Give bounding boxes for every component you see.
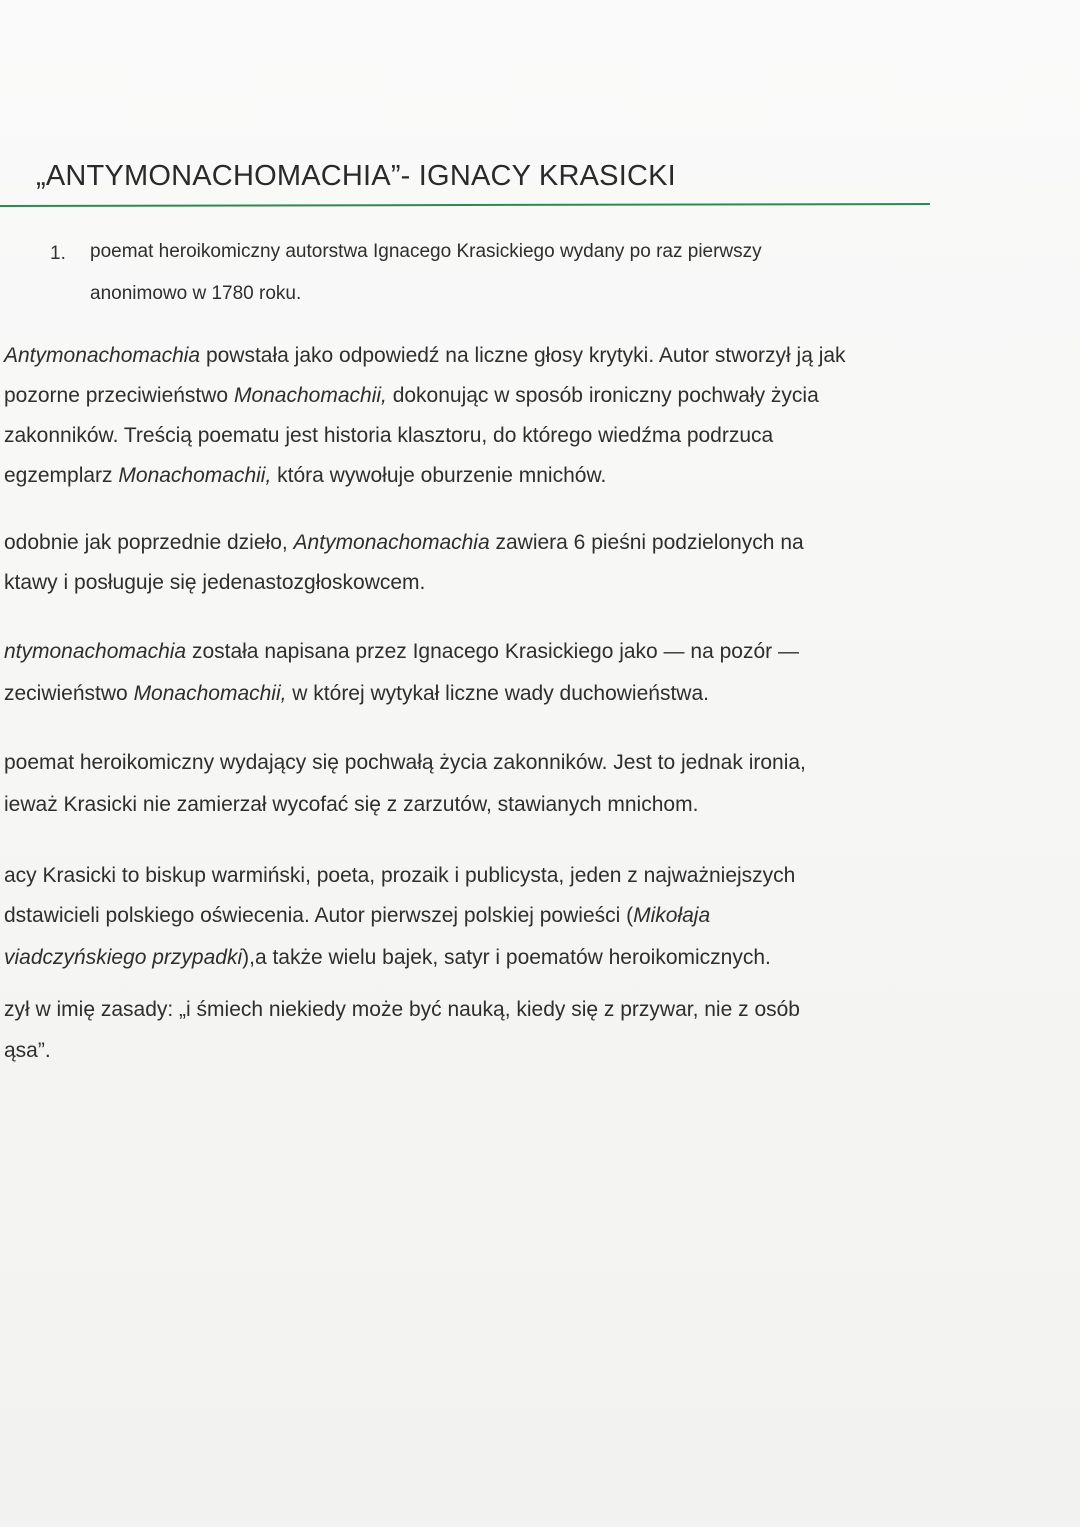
italic-title: Antymonachomachia <box>4 344 201 367</box>
text-span: zawiera 6 pieśni podzielonych na <box>489 531 804 554</box>
text-span: egzemplarz <box>4 464 119 487</box>
paragraph-5-line-5: ąsa”. <box>4 1039 51 1062</box>
paragraph-3-line-1 <box>4 640 799 664</box>
text-span: ),a także wielu bajek, satyr i poematów heroikomicznych. <box>242 946 771 969</box>
list-item-line-1: poemat heroikomiczny autorstwa Ignacego Krasickiego wydany po raz pierwszy <box>90 241 762 262</box>
text-span: która wywołuje oburzenie mnichów. <box>271 464 607 487</box>
paragraph-1-line-3: zakonników. Treścią poematu jest historia klasztoru, do którego wiedźma podrzuca <box>4 424 774 447</box>
italic-title: Mikołaja <box>633 904 711 927</box>
paragraph-1-line-4 <box>4 464 606 488</box>
paragraph-1-line-1 <box>4 344 846 368</box>
paragraph-2-line-1 <box>4 531 804 555</box>
list-number: 1. <box>50 243 66 264</box>
paragraph-5-line-1: acy Krasicki to biskup warmiński, poeta, prozaik i publicysta, jeden z najważniejszych <box>4 864 796 887</box>
text-span: zeciwieństwo <box>4 682 134 705</box>
italic-title: Monachomachii, <box>233 384 387 407</box>
paragraph-5-line-4: zył w imię zasady: „i śmiech niekiedy może być nauką, kiedy się z przywar, nie z osób <box>4 998 800 1021</box>
paragraph-4-line-2: ieważ Krasicki nie zamierzał wycofać się z zarzutów, stawianych mnichom. <box>4 793 699 816</box>
paragraph-4-line-1: poemat heroikomiczny wydający się pochwałą życia zakonników. Jest to jednak ironia, <box>4 751 806 774</box>
title-underline <box>0 203 930 207</box>
document-title: „ANTYMONACHOMACHIA”- IGNACY KRASICKI <box>36 160 676 192</box>
italic-title: ntymonachomachia <box>4 640 187 663</box>
text-span: dokonując w sposób ironiczny pochwały życia <box>386 384 819 407</box>
text-span: w której wytykał liczne wady duchowieństwa. <box>286 682 709 705</box>
italic-title: viadczyńskiego przypadki <box>4 946 243 969</box>
paragraph-1-line-2 <box>4 384 819 408</box>
italic-title: Monachomachii, <box>133 682 287 705</box>
paragraph-3-line-2 <box>4 682 709 706</box>
text-span: dstawicieli polskiego oświecenia. Autor pierwszej polskiej powieści ( <box>4 904 634 927</box>
italic-title: Monachomachii, <box>118 464 272 487</box>
list-item-line-2: anonimowo w 1780 roku. <box>90 283 302 304</box>
italic-title: Antymonachomachia <box>293 531 490 554</box>
paragraph-2-line-2: ktawy i posługuje się jedenastozgłoskowcem. <box>4 571 426 594</box>
text-span: odobnie jak poprzednie dzieło, <box>4 531 294 554</box>
text-span: została napisana przez Ignacego Krasickiego jako — na pozór — <box>186 640 799 663</box>
text-span: powstała jako odpowiedź na liczne głosy krytyki. Autor stworzył ją jak <box>200 344 846 367</box>
text-span: pozorne przeciwieństwo <box>4 384 234 407</box>
paragraph-5-line-2 <box>4 904 710 928</box>
paragraph-5-line-3 <box>4 946 771 970</box>
